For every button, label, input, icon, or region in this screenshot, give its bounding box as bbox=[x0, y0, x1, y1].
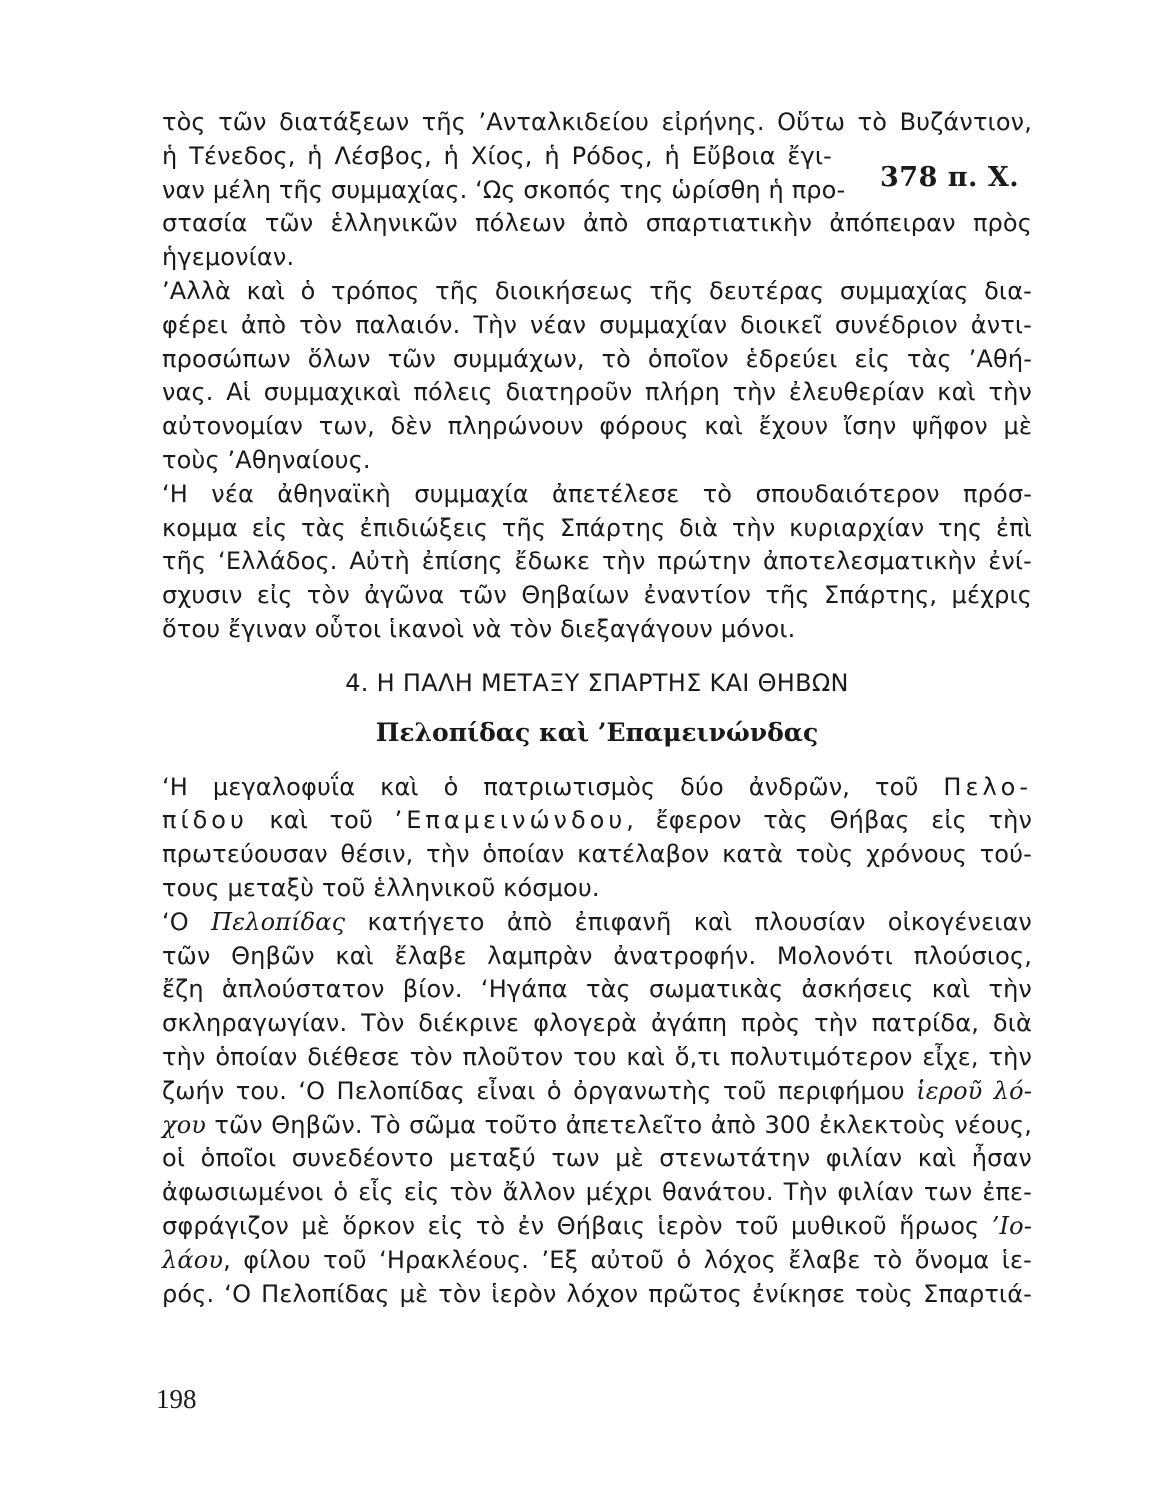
text-line: τοὺς ’Αθηναίους. bbox=[162, 445, 371, 474]
text-line bbox=[162, 1109, 1032, 1143]
text-line: κομμα εἰς τὰς ἐπιδιώξεις τῆς Σπάρτης διὰ τὴν κυριαρχίαν της ἐπὶ bbox=[162, 513, 1032, 542]
paragraph-3 bbox=[162, 478, 1032, 647]
paragraph-4 bbox=[162, 771, 1032, 906]
spaced-name: Πελο- bbox=[943, 772, 1032, 801]
italic-name: λάου bbox=[162, 1245, 224, 1274]
text-line: στασία τῶν ἑλληνικῶν πόλεων ἀπὸ σπαρτιατικὴν ἀπόπειραν πρὸς bbox=[162, 209, 1032, 238]
spaced-name: ’Επαμεινώνδου bbox=[394, 806, 627, 835]
text-line bbox=[162, 1075, 1032, 1109]
italic-term: χου bbox=[162, 1110, 207, 1139]
text-line: τους μεταξὺ τοῦ ἑλληνικοῦ κόσμου. bbox=[162, 873, 600, 902]
page-number: 198 bbox=[156, 1384, 197, 1414]
text-line: ρός. ‘Ο Πελοπίδας μὲ τὸν ἱερὸν λόχον πρῶτος ἐνίκησε τοὺς Σπαρτιά- bbox=[162, 1279, 1032, 1308]
text-run: , φίλου τοῦ ‘Ηρακλέους. ’Εξ αὐτοῦ ὁ λόχος ἔλαβε τὸ ὄνομα ἱε- bbox=[223, 1245, 1032, 1274]
text-line bbox=[162, 804, 1032, 838]
text-line: ναν μέλη τῆς συμμαχίας. ‘Ως σκοπός της ὡρίσθη ἡ προ- bbox=[162, 175, 846, 204]
text-run: ‘Η μεγαλοφυΐα καὶ ὁ πατριωτισμὸς δύο ἀνδρῶν, τοῦ bbox=[162, 772, 944, 801]
italic-name: ’Ιο- bbox=[991, 1211, 1032, 1240]
text-line bbox=[162, 1244, 1032, 1278]
text-line: πρωτεύουσαν θέσιν, τὴν ὁποίαν κατέλαβον κατὰ τοὺς χρόνους τού- bbox=[162, 840, 1032, 869]
text-line: ἀφωσιωμένοι ὁ εἷς εἰς τὸν ἄλλον μέχρι θανάτου. Τὴν φιλίαν των ἐπε- bbox=[162, 1178, 1032, 1207]
section-heading: 4. Η ΠΑΛΗ ΜΕΤΑΞΥ ΣΠΑΡΤΗΣ ΚΑΙ ΘΗΒΩΝ bbox=[345, 668, 849, 697]
text-line: σχυσιν εἰς τὸν ἀγῶνα τῶν Θηβαίων ἐναντίον τῆς Σπάρτης, μέχρις bbox=[162, 581, 1032, 610]
text-line: νας. Αἱ συμμαχικαὶ πόλεις διατηροῦν πλήρη τὴν ἐλευθερίαν καὶ τὴν bbox=[162, 378, 1032, 407]
text-line: προσώπων ὅλων τῶν συμμάχων, τὸ ὁποῖον ἑδρεύει εἰς τὰς ’Αθή- bbox=[162, 344, 1032, 373]
text-run: κατήγετο ἀπὸ ἐπιφανῆ καὶ πλουσίαν οἰκογένειαν bbox=[345, 907, 1032, 936]
text-line: ὅτου ἔγιναν οὗτοι ἱκανοὶ νὰ τὸν διεξαγάγουν μόνοι. bbox=[162, 614, 796, 643]
text-line: ἔζη ἁπλούστατον βίον. ‘Ηγάπα τὰς σωματικὰς ἀσκήσεις καὶ τὴν bbox=[162, 975, 1032, 1004]
text-line: ἡγεμονίαν. bbox=[162, 243, 295, 272]
text-run: , ἔφερον τὰς Θήβας εἰς τὴν bbox=[626, 806, 1033, 835]
paragraph-1 bbox=[162, 106, 1032, 275]
text-line: φέρει ἀπὸ τὸν παλαιόν. Τὴν νέαν συμμαχίαν διοικεῖ συνέδριον ἀντι- bbox=[162, 310, 1032, 339]
text-run: καὶ τοῦ bbox=[247, 806, 395, 835]
text-line: ‘Η νέα ἀθηναϊκὴ συμμαχία ἀπετέλεσε τὸ σπουδαιότερον πρόσ- bbox=[162, 479, 1032, 508]
section-subheading: Πελοπίδας καὶ ’Επαμεινώνδας bbox=[375, 717, 819, 747]
text-run: ‘Ο bbox=[162, 907, 212, 936]
text-line: τὴν ὁποίαν διέθεσε τὸν πλοῦτον του καὶ ὅ,τι πολυτιμότερον εἶχε, τὴν bbox=[162, 1042, 1032, 1071]
text-line: ’Αλλὰ καὶ ὁ τρόπος τῆς διοικήσεως τῆς δευτέρας συμμαχίας δια- bbox=[162, 276, 1032, 305]
text-line: ἡ Τένεδος, ἡ Λέσβος, ἡ Χίος, ἡ Ρόδος, ἡ Εὔβοια ἔγι- bbox=[162, 141, 832, 170]
body-text bbox=[162, 106, 1032, 1311]
text-run: σφράγιζον μὲ ὅρκον εἰς τὸ ἐν Θήβαις ἱερὸν τοῦ μυθικοῦ ἥρωος bbox=[162, 1211, 992, 1240]
text-line: τῶν Θηβῶν καὶ ἔλαβε λαμπρὰν ἀνατροφήν. Μολονότι πλούσιος, bbox=[162, 941, 1032, 970]
text-run: τῶν Θηβῶν. Τὸ σῶμα τοῦτο ἀπετελεῖτο ἀπὸ 300 ἐκλεκτοὺς νέους, bbox=[206, 1110, 1032, 1139]
margin-date-note: 378 π. Χ. bbox=[880, 162, 1020, 193]
text-line: τῆς ‘Ελλάδος. Αὐτὴ ἐπίσης ἔδωκε τὴν πρώτην ἀποτελεσματικὴν ἐνί- bbox=[162, 547, 1032, 576]
text-line bbox=[162, 1210, 1032, 1244]
italic-term: ἱεροῦ λό- bbox=[916, 1076, 1032, 1105]
paragraph-5 bbox=[162, 906, 1032, 1312]
text-line: οἱ ὁποῖοι συνεδέοντο μεταξύ των μὲ στενωτάτην φιλίαν καὶ ἦσαν bbox=[162, 1144, 1032, 1173]
text-line bbox=[162, 906, 1032, 940]
text-line: σκληραγωγίαν. Τὸν διέκρινε φλογερὰ ἀγάπη πρὸς τὴν πατρίδα, διὰ bbox=[162, 1009, 1032, 1038]
italic-name: Πελοπίδας bbox=[211, 907, 346, 936]
text-line: αὐτονομίαν των, δὲν πληρώνουν φόρους καὶ ἔχουν ἴσην ψῆφον μὲ bbox=[162, 412, 1032, 441]
text-run: ζωήν του. ‘Ο Πελοπίδας εἶναι ὁ ὀργανωτὴς τοῦ περιφήμου bbox=[162, 1076, 917, 1105]
text-line: τὸς τῶν διατάξεων τῆς ’Ανταλκιδείου εἰρήνης. Οὕτω τὸ Βυζάντιον, bbox=[162, 108, 1032, 136]
paragraph-2 bbox=[162, 275, 1032, 478]
spaced-name: πίδου bbox=[162, 806, 248, 835]
text-line bbox=[162, 771, 1032, 805]
